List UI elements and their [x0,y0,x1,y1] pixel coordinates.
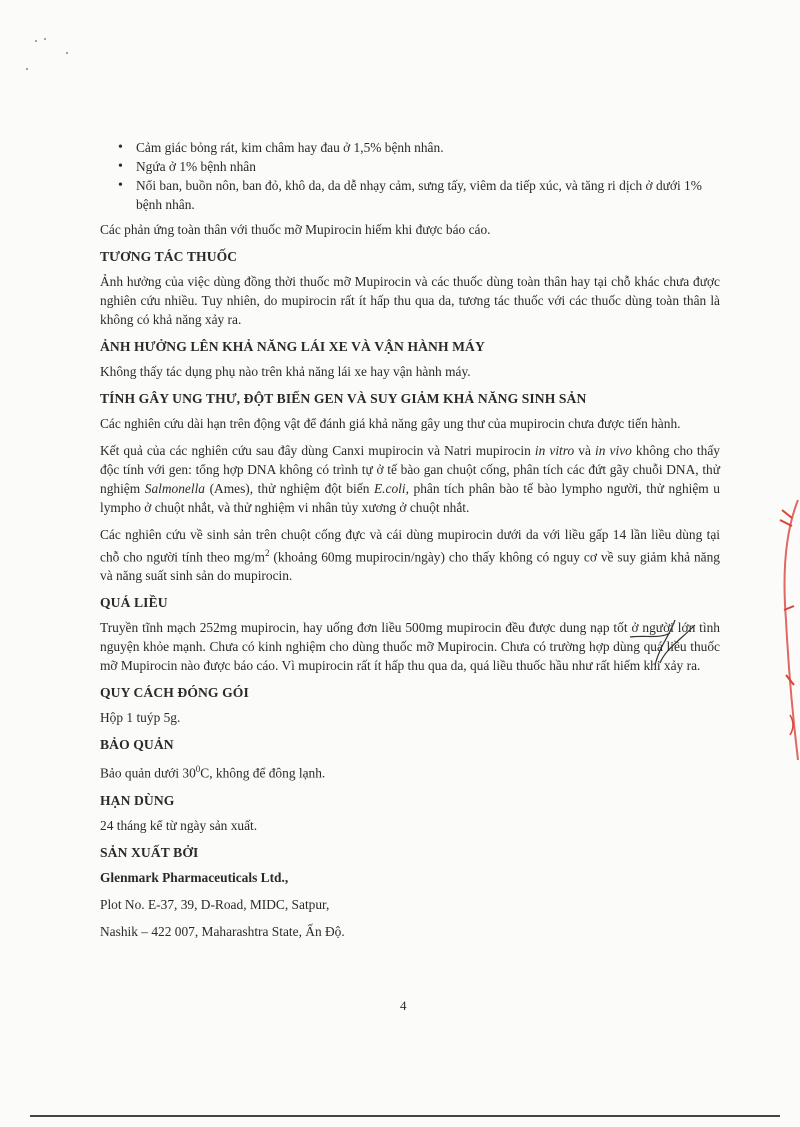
expiry-text: 24 tháng kể từ ngày sản xuất. [100,817,258,833]
scan-speck [44,38,46,40]
scan-speck [35,40,37,42]
interactions-heading: TƯƠNG TÁC THUỐC [100,249,238,264]
expiry-heading: HẠN DÙNG [100,792,175,808]
manufacturer-heading: SẢN XUẤT BỞI [100,844,199,860]
driving-text: Không thấy tác dụng phụ nào trên khả năng lái xe hay vận hành máy. [100,364,471,379]
reproduction-text: Các nghiên cứu về sinh sản trên chuột cống đực và cái dùng mupirocin dưới da với liều gấp 14 lần liều dùng tại chỗ cho người tính theo $mg/m^2$ (khoảng 60mg mupirocin/ngày) cho thấy không có nguy cơ về suy giảm khả năng và năng suất sinh sản do mupirocin. [100,527,720,584]
storage-text: Bảo quản dưới $30^0C$, không để đông lạnh. [100,764,326,781]
list-item: • Nổi ban, buồn nôn, ban đỏ, khô da, da dễ nhạy cảm, sưng tấy, viêm da tiếp xúc, và tăng ri dịch ở dưới 1% bệnh nhân. [100,176,720,214]
manufacturer-address-line-2: Nashik – 422 007, Maharashtra State, Ấn Độ. [100,923,345,939]
document-page [100,138,720,949]
systemic-reactions-text: Các phản ứng toàn thân với thuốc mỡ Mupirocin hiếm khi được báo cáo. [100,222,491,237]
page-number: 4 [400,998,407,1013]
carcinogenicity-text-1: Các nghiên cứu dài hạn trên động vật để đánh giá khả năng gây ung thư của mupirocin chưa được tiến hành. [100,416,681,431]
interactions-text: Ảnh hưởng của việc dùng đồng thời thuốc mỡ Mupirocin và các thuốc dùng toàn thân hay tại chỗ khác chưa được nghiên cứu nhiều. Tuy nhiên, do mupirocin rất ít hấp thu qua da, tương tác thuốc với các thuốc dùng toàn thân là không có khả năng xảy ra. [100,274,720,327]
driving-heading: ẢNH HƯỞNG LÊN KHẢ NĂNG LÁI XE VÀ VẬN HÀNH MÁY [100,339,485,354]
manufacturer-name: Glenmark Pharmaceuticals Ltd., [100,869,289,885]
footer-rule [30,1115,780,1117]
manufacturer-address-line-1: Plot No. E-37, 39, D-Road, MIDC, Satpur, [100,896,330,912]
overdose-text: Truyền tĩnh mạch 252mg mupirocin, hay uống đơn liều 500mg mupirocin đều được dung nạp tốt ở người lớn tình nguyện khỏe mạnh. Chưa có kinh nghiệm cho dùng thuốc mỡ Mupirocin. Chưa có trường hợp dùng quá liều thuốc mỡ Mupirocin nào được báo cáo. Vì mupirocin rất ít hấp thu qua da, quá liều thuốc hầu như rất hiếm khi xảy ra. [100,620,720,674]
overdose-heading: QUÁ LIỀU [100,595,168,611]
carcinogenicity-heading: TÍNH GÂY UNG THƯ, ĐỘT BIẾN GEN VÀ SUY GIẢM KHẢ NĂNG SINH SẢN [100,391,587,406]
side-effects-list [100,138,720,214]
signature-scribble [600,615,710,670]
packaging-text: Hộp 1 tuýp 5g. [100,710,181,726]
carcinogenicity-text-2: Kết quả của các nghiên cứu sau đây dùng Canxi mupirocin và Natri mupirocin in vitro và in vivo không cho thấy độc tính với gen: tổng hợp DNA không có trình tự ở tế bào gan chuột cống, phân tích các đứt gãy chuỗi DNA, thử nghiệm Salmonella (Ames), thử nghiệm đột biến E.coli, phân tích phân bào tế bào lympho người, thử nghiệm u lympho ở chuột nhắt, và thử nghiệm vi nhân tủy xương ở chuột nhắt. [100,443,720,515]
scan-speck [26,68,28,70]
list-item: • Ngứa ở 1% bệnh nhân [100,157,720,176]
list-item: • Cảm giác bỏng rát, kim châm hay đau ở 1,5% bệnh nhân. [100,138,720,157]
storage-heading: BẢO QUẢN [100,737,174,753]
packaging-heading: QUY CÁCH ĐÓNG GÓI [100,685,249,701]
stamp-fragment [768,490,800,770]
scan-speck [66,52,68,54]
